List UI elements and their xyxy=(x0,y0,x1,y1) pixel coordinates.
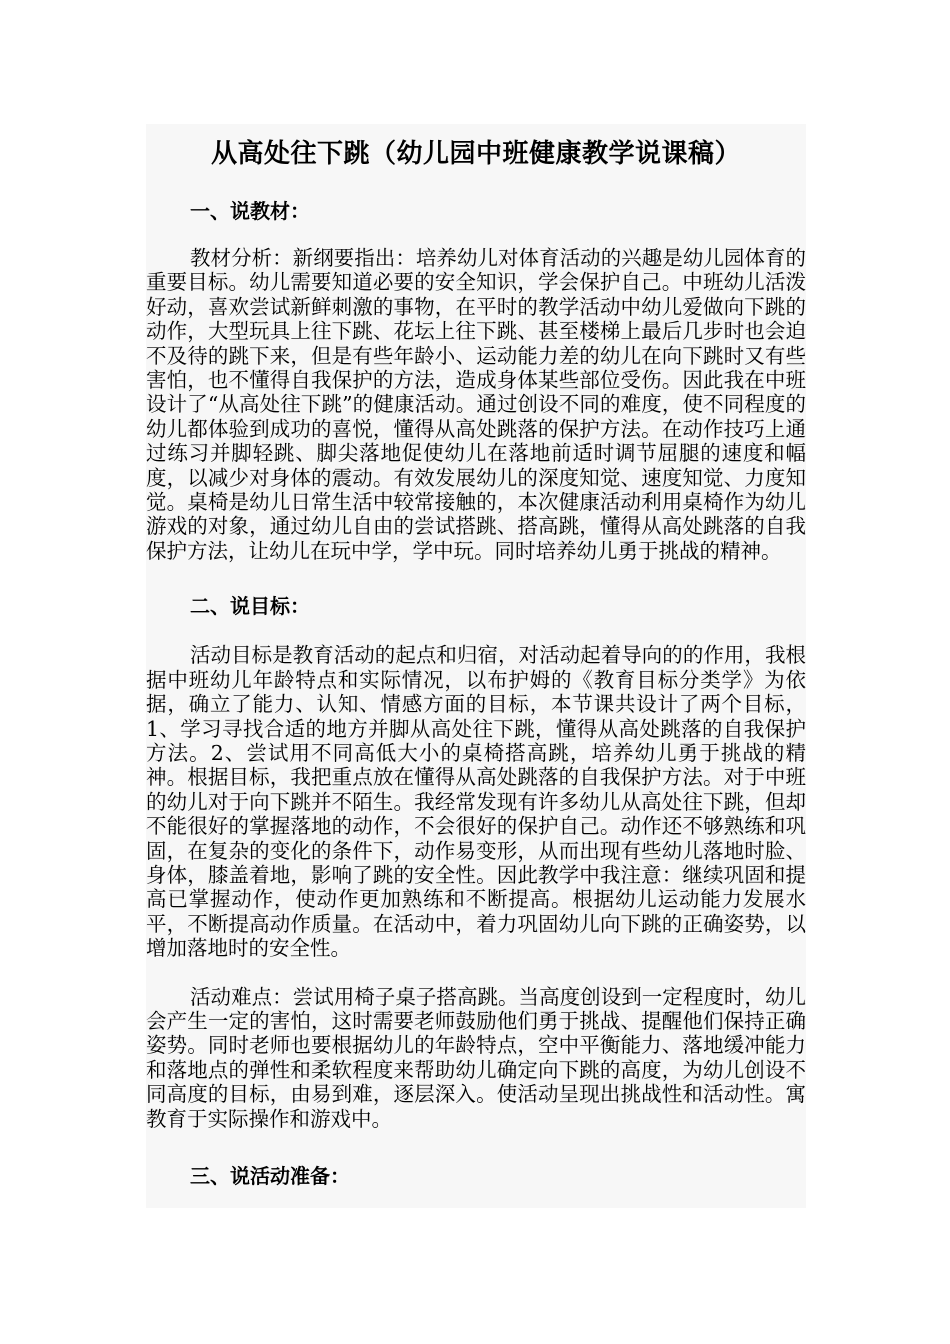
paragraph-material-analysis: 教材分析：新纲要指出：培养幼儿对体育活动的兴趣是幼儿园体育的重要目标。幼儿需要知道必要的安全知识，学会保护自己。中班幼儿活泼好动，喜欢尝试新鲜刺激的事物，在平时的教学活动中幼儿爱做向下跳的动作，大型玩具上往下跳、花坛上往下跳、甚至楼梯上最后几步时也会迫不及待的跳下来，但是有些年龄小、运动能力差的幼儿在向下跳时又有些害怕，也不懂得自我保护的方法，造成身体某些部位受伤。因此我在中班设计了“从高处往下跳”的健康活动。通过创设不同的难度，使不同程度的幼儿都体验到成功的喜悦，懂得从高处跳落的保护方法。在动作技巧上通过练习并脚轻跳、脚尖落地促使幼儿在落地前适时调节屈腿的速度和幅度，以减少对身体的震动。有效发展幼儿的深度知觉、速度知觉、力度知觉。桌椅是幼儿日常生活中较常接触的，本次健康活动利用桌椅作为幼儿游戏的对象，通过幼儿自由的尝试搭跳、搭高跳，懂得从高处跳落的自我保护方法，让幼儿在玩中学，学中玩。同时培养幼儿勇于挑战的精神。 xyxy=(146,246,806,563)
paragraph-activity-difficulty: 活动难点：尝试用椅子桌子搭高跳。当高度创设到一定程度时，幼儿会产生一定的害怕，这时需要老师鼓励他们勇于挑战、提醒他们保持正确姿势。同时老师也要根据幼儿的年龄特点，空中平衡能力、落地缓冲能力和落地点的弹性和柔软程度来帮助幼儿确定向下跳的高度，为幼儿创设不同高度的目标，由易到难，逐层深入。使活动呈现出挑战性和活动性。寓教育于实际操作和游戏中。 xyxy=(146,984,806,1131)
section-heading-preparation: 三、说活动准备： xyxy=(190,1164,350,1188)
paragraph-activity-objectives: 活动目标是教育活动的起点和归宿，对活动起着导向的的作用，我根据中班幼儿年龄特点和实际情况，以布护姆的《教育目标分类学》为依据，确立了能力、认知、情感方面的目标，本节课共设计了两个目标，1、学习寻找合适的地方并脚从高处往下跳，懂得从高处跳落的自我保护方法。2、尝试用不同高低大小的桌椅搭高跳，培养幼儿勇于挑战的精神。根据目标，我把重点放在懂得从高处跳落的自我保护方法。对于中班的幼儿对于向下跳并不陌生。我经常发现有许多幼儿从高处往下跳，但却不能很好的掌握落地的动作，不会很好的保护自己。动作还不够熟练和巩固，在复杂的变化的条件下，动作易变形，从而出现有些幼儿落地时脸、身体，膝盖着地，影响了跳的安全性。因此教学中我注意：继续巩固和提高已掌握动作，使动作更加熟练和不断提高。根据幼儿运动能力发展水平，不断提高动作质量。在活动中，着力巩固幼儿向下跳的正确姿势，以增加落地时的安全性。 xyxy=(146,643,806,961)
section-heading-teaching-material: 一、说教材： xyxy=(190,199,310,223)
document-title: 从高处往下跳（幼儿园中班健康教学说课稿） xyxy=(210,139,741,169)
document-page xyxy=(146,124,806,1208)
section-heading-objectives: 二、说目标： xyxy=(190,594,310,619)
